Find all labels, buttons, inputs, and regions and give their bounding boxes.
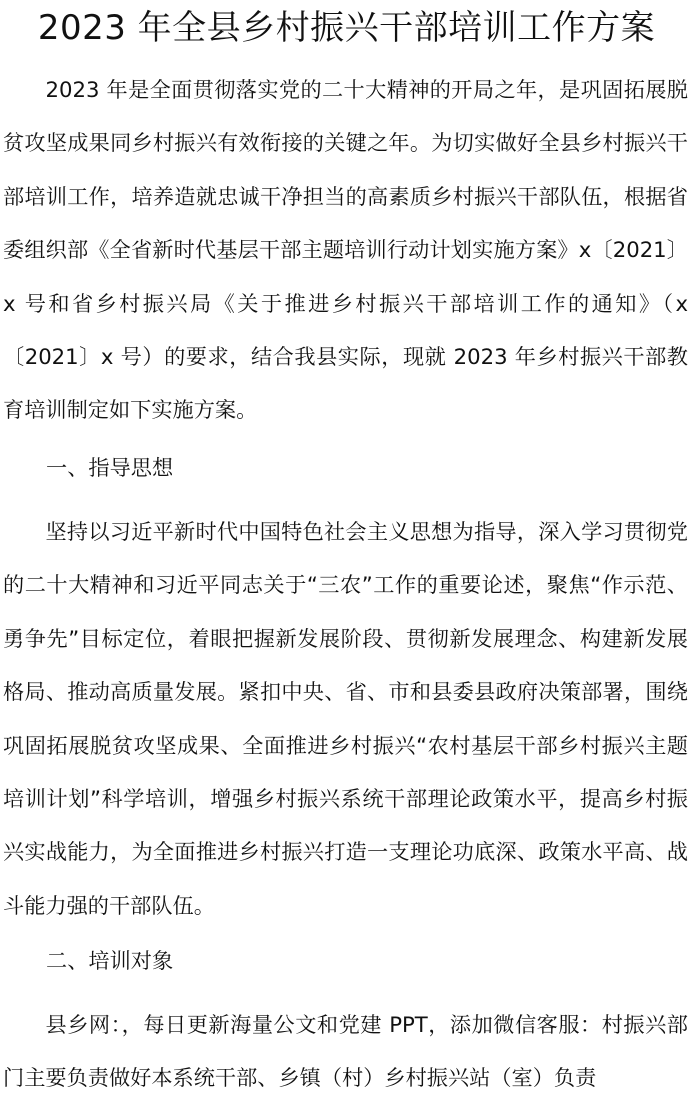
training-targets-paragraph: 县乡网：，每日更新海量公文和党建 PPT，添加微信客服：村振兴部门主要负责做好本系统干部、乡镇（村）乡村振兴站（室）负责 xyxy=(3,1012,688,1091)
document-title: 2023 年全县乡村振兴干部培训工作方案 xyxy=(37,8,656,48)
section-heading-guiding-ideology: 一、指导思想 xyxy=(46,455,174,480)
intro-paragraph: 2023 年是全面贯彻落实党的二十大精神的开局之年，是巩固拓展脱贫攻坚成果同乡村振兴有效衔接的关键之年。为切实做好全县乡村振兴干部培训工作，培养造就忠诚干净担当的高素质乡村振兴干部队伍，根据省委组织部《全省新时代基层干部主题培训行动计划实施方案》x〔2021〕x 号和省乡村振兴局《关于推进乡村振兴干部培训工作的通知》（x〔2021〕x 号）的要求，结合我县实际，现就 2023 年乡村振兴干部教育培训制定如下实施方案。 xyxy=(3,77,688,423)
guiding-ideology-paragraph: 坚持以习近平新时代中国特色社会主义思想为指导，深入学习贯彻党的二十大精神和习近平同志关于“三农”工作的重要论述，聚焦“作示范、勇争先”目标定位，着眼把握新发展阶段、贯彻新发展理念、构建新发展格局、推动高质量发展。紧扣中央、省、市和县委县政府决策部署，围绕巩固拓展脱贫攻坚成果、全面推进乡村振兴“农村基层干部乡村振兴主题培训计划”科学培训，增强乡村振兴系统干部理论政策水平，提高乡村振兴实战能力，为全面推进乡村振兴打造一支理论功底深、政策水平高、战斗能力强的干部队伍。 xyxy=(3,519,688,918)
section-heading-training-targets: 二、培训对象 xyxy=(46,948,174,973)
